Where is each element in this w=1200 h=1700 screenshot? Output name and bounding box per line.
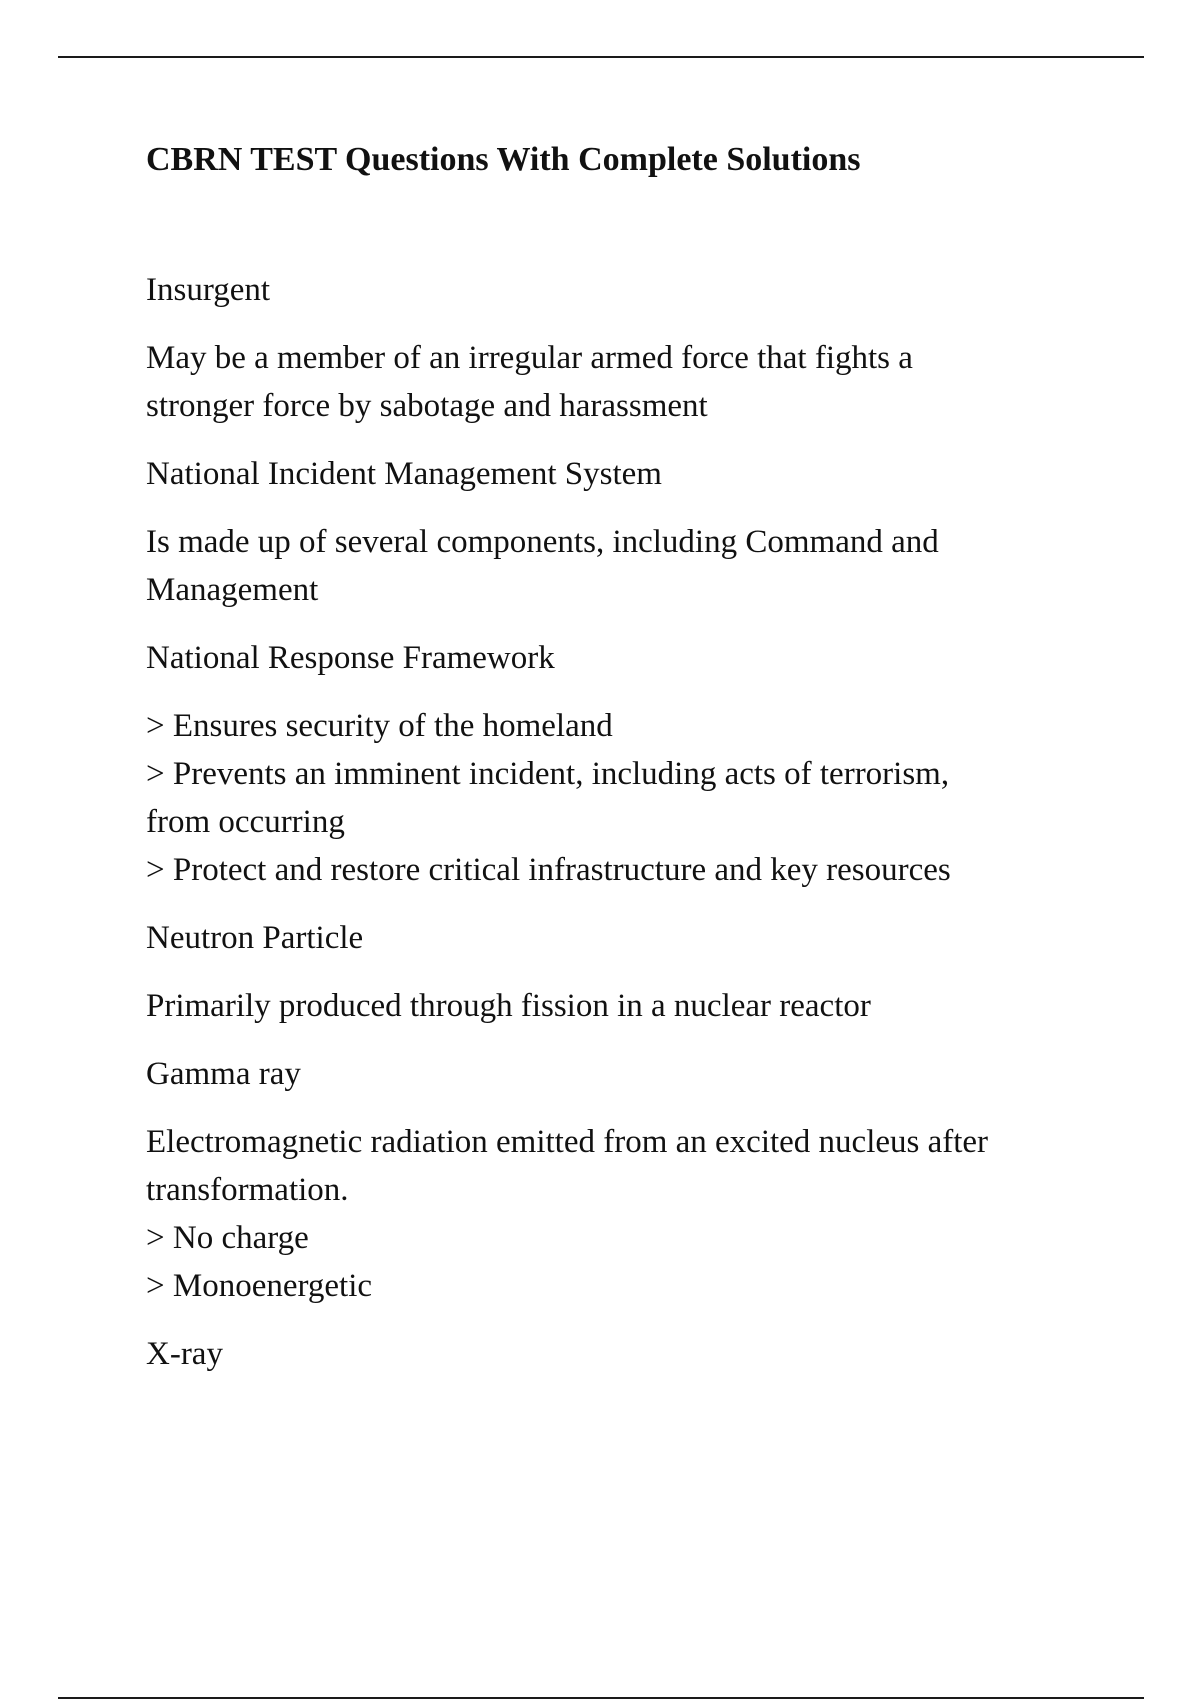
card-definition [146,982,1106,1030]
card-term: Gamma ray [146,1056,301,1092]
qa-card [146,634,1106,894]
qa-card [146,1050,1106,1310]
definition-line: Primarily produced through fission in a nuclear reactor [146,988,871,1024]
top-divider [58,56,1144,58]
qa-card [146,914,1106,1030]
definition-line: > Monoenergetic [146,1268,373,1304]
definition-line: > Ensures security of the homeland [146,708,613,744]
card-term: Neutron Particle [146,920,364,956]
definition-line: > Protect and restore critical infrastructure and key resources [146,852,951,888]
definition-line: Is made up of several components, including Command and [146,524,939,560]
definition-line: transformation. [146,1172,349,1208]
definition-line: Electromagnetic radiation emitted from an excited nucleus after [146,1124,989,1160]
definition-line: from occurring [146,804,345,840]
card-term: Insurgent [146,272,271,308]
qa-card [146,266,1106,430]
qa-card [146,450,1106,614]
card-definition [146,518,1106,614]
card-term: National Response Framework [146,640,555,676]
document-body [146,140,1106,1398]
card-term: National Incident Management System [146,456,662,492]
definition-line: May be a member of an irregular armed force that fights a [146,340,913,376]
definition-line: > No charge [146,1220,309,1256]
bottom-divider [58,1697,1144,1699]
document-title: CBRN TEST Questions With Complete Solutions [146,141,861,178]
card-definition [146,702,1106,894]
card-definition [146,1118,1106,1310]
definition-line: stronger force by sabotage and harassment [146,388,708,424]
qa-card [146,1330,1106,1378]
definition-line: > Prevents an imminent incident, including acts of terrorism, [146,756,950,792]
definition-line: Management [146,572,319,608]
card-term: X-ray [146,1336,223,1372]
card-definition [146,334,1106,430]
